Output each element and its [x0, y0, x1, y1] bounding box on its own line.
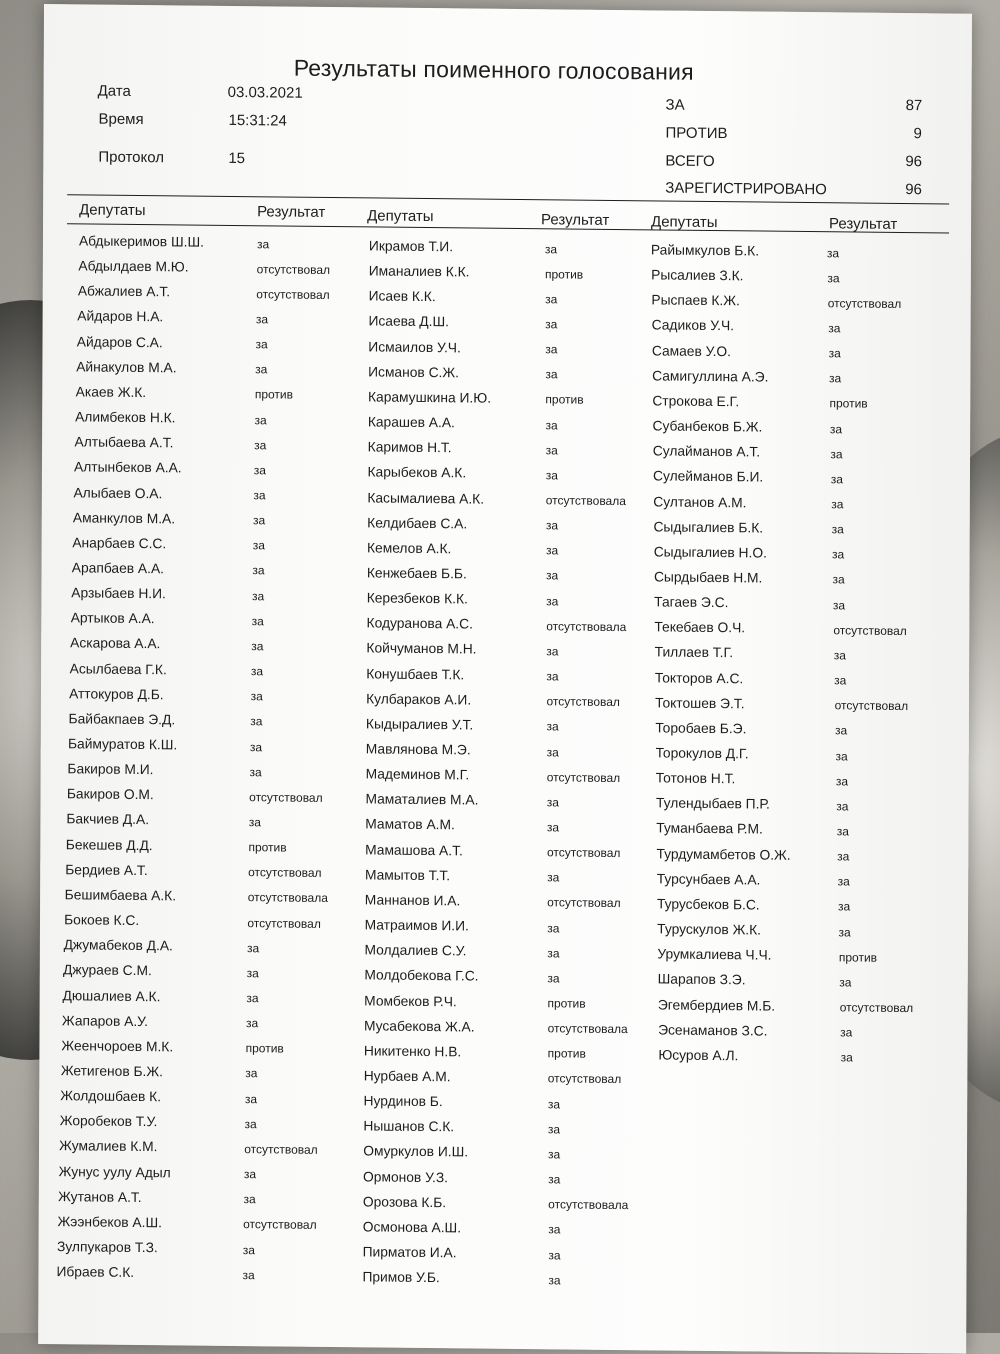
deputy-name: Конушбаев Т.К. [366, 665, 465, 682]
deputy-name: Кодуранова А.С. [366, 615, 473, 632]
deputy-name: Карыбеков А.К. [367, 464, 467, 481]
deputy-name: Кулбараков А.И. [366, 691, 472, 708]
vote-result: за [251, 613, 264, 629]
vote-result: против [254, 387, 294, 403]
col3-result-header: Результат [829, 215, 898, 233]
vote-result: за [826, 245, 840, 260]
deputy-name: Токтошев Э.Т. [655, 695, 745, 712]
deputy-name: Турускулов Ж.К. [657, 921, 762, 938]
deputy-name: Бакиров М.И. [67, 761, 154, 778]
deputy-name: Карашев А.А. [367, 414, 455, 431]
vote-result: за [835, 773, 849, 789]
deputy-name: Абдыкеримов Ш.Ш. [78, 233, 204, 250]
vote-result: против [838, 950, 878, 965]
vote-result: за [546, 719, 559, 734]
deputy-name: Сулейманов Б.И. [652, 468, 764, 485]
vote-result: отсутствовал [547, 1071, 622, 1087]
deputy-name: Тиллаев Т.Г. [654, 644, 734, 661]
deputy-name: Тулендыбаев П.Р. [656, 795, 770, 812]
deputy-name: Жеенчороев М.К. [61, 1037, 174, 1055]
vote-result: отсутствовал [834, 698, 909, 714]
total-value: 96 [905, 153, 923, 171]
deputy-name: Субанбеков Б.Ж. [652, 418, 763, 435]
vote-result: за [546, 820, 560, 835]
vote-result: против [245, 1041, 284, 1056]
vote-result: отсутствовал [248, 865, 322, 881]
vote-result: за [245, 1016, 259, 1031]
vote-result: за [243, 1192, 256, 1207]
deputy-name: Исманов С.Ж. [368, 364, 460, 381]
date-value: 03.03.2021 [227, 83, 303, 102]
deputy-name: Карамушкина И.Ю. [367, 389, 492, 406]
deputy-name: Ормонов У.З. [363, 1168, 449, 1185]
deputy-name: Сыдыгалиев Н.О. [653, 544, 767, 561]
deputy-name: Бокоев К.С. [64, 912, 140, 929]
deputy-name: Абжалиев А.Т. [77, 283, 171, 300]
deputy-name: Никитенко Н.В. [363, 1043, 462, 1060]
vote-result: против [248, 840, 287, 855]
deputy-name: Садиков У.Ч. [651, 317, 735, 334]
vote-result: за [250, 714, 263, 729]
time-label: Время [98, 110, 144, 129]
vote-result: за [242, 1242, 256, 1257]
vote-result: за [546, 744, 559, 759]
vote-result: за [244, 1091, 258, 1106]
deputy-name: Аттокуров Д.Б. [69, 685, 164, 702]
deputy-name: Нурбаев А.М. [363, 1068, 451, 1085]
deputy-name: Абдылдаев М.Ю. [78, 258, 189, 275]
vote-result: отсутствовал [256, 287, 330, 302]
vote-result: за [828, 346, 841, 361]
vote-result: отсутствовала [546, 619, 627, 634]
vote-result: за [548, 1272, 561, 1288]
deputy-name: Маматалиев М.А. [365, 791, 479, 808]
deputy-name: Юсуров А.Л. [658, 1047, 739, 1064]
deputy-name: Сулайманов А.Т. [652, 443, 761, 460]
deputy-name: Бекешев Д.Д. [65, 836, 153, 853]
vote-result: за [256, 236, 270, 251]
deputy-name: Пирматов И.А. [362, 1244, 457, 1261]
vote-result: за [829, 371, 842, 386]
deputy-name: Койчуманов М.Н. [366, 640, 477, 657]
registered-value: 96 [905, 181, 922, 199]
deputy-name: Аскарова А.А. [70, 635, 161, 652]
deputy-name: Кенжебаев Б.Б. [366, 565, 467, 582]
protocol-label: Протокол [98, 148, 165, 167]
vote-result: за [246, 965, 259, 981]
deputy-name: Эгембердиев М.Б. [657, 996, 776, 1014]
deputy-name: Жутанов А.Т. [58, 1188, 142, 1205]
vote-result: за [831, 522, 844, 537]
deputy-name: Самаев У.О. [651, 342, 732, 359]
deputy-name: Жумалиев К.М. [59, 1138, 158, 1155]
vote-result: за [546, 593, 559, 608]
col1-deputies-header: Депутаты [79, 201, 146, 220]
vote-result: за [828, 321, 841, 336]
col1-result-header: Результат [257, 203, 326, 221]
deputy-name: Исаева Д.Ш. [368, 313, 450, 330]
deputy-name: Момбеков Р.Ч. [364, 992, 457, 1009]
deputy-name: Омуркулов И.Ш. [363, 1143, 469, 1160]
vote-result: за [548, 1222, 561, 1237]
deputy-name: Жээнбеков А.Ш. [57, 1213, 163, 1231]
deputy-name: Байбакпаев Э.Д. [68, 711, 176, 728]
deputy-name: Сыдыгалиев Б.К. [653, 519, 764, 536]
vote-result: отсутствовал [244, 1141, 318, 1157]
vote-result: за [548, 1172, 561, 1187]
document-sheet [38, 4, 972, 1354]
vote-result: отсутствовал [547, 895, 621, 911]
deputy-name: Маннанов И.А. [364, 892, 461, 909]
document-title: Результаты поименного голосования [293, 54, 694, 85]
deputy-name: Тагаев Э.С. [654, 594, 729, 611]
registered-label: ЗАРЕГИСТРИРОВАНО [665, 179, 827, 199]
vote-result: за [545, 342, 558, 357]
vote-result: против [829, 396, 868, 412]
vote-result: за [835, 748, 848, 763]
deputy-name: Жетигенов Б.Ж. [60, 1063, 164, 1080]
vote-result: за [840, 1050, 853, 1065]
vote-result: за [248, 815, 262, 830]
vote-result: за [839, 975, 852, 990]
vote-result: за [838, 924, 851, 940]
vote-result: отсутствовал [247, 915, 321, 931]
col2-result-header: Результат [541, 211, 610, 229]
vote-result: за [545, 518, 559, 533]
deputy-name: Жолдошбаев К. [60, 1088, 162, 1105]
vote-result: за [254, 412, 267, 427]
vote-result: за [547, 945, 560, 961]
deputy-name: Жунус уулу Адыл [58, 1163, 171, 1180]
vote-result: отсутствовал [243, 1217, 317, 1233]
vote-result: отсутствовал [546, 769, 621, 785]
vote-result: за [831, 497, 844, 512]
vote-result: за [546, 568, 559, 583]
vote-result: за [249, 764, 262, 779]
col2-deputies-header: Депутаты [367, 207, 434, 226]
vote-result: за [546, 669, 559, 684]
deputy-name: Бакчиев Д.А. [66, 811, 150, 828]
deputy-name: Турусбеков Б.С. [656, 896, 760, 913]
against-label: ПРОТИВ [665, 124, 728, 143]
deputy-name: Анарбаев С.С. [72, 535, 167, 552]
deputy-name: Джумабеков Д.А. [63, 937, 173, 954]
vote-result: отсутствовал [546, 845, 621, 861]
vote-result: за [545, 317, 558, 332]
vote-result: против [545, 392, 584, 408]
for-label: ЗА [665, 96, 685, 114]
protocol-value: 15 [228, 149, 246, 168]
deputy-name: Каримов Н.Т. [367, 439, 452, 456]
deputy-name: Турсунбаев А.А. [656, 871, 761, 888]
vote-result: отсутствовал [256, 261, 331, 277]
vote-result: за [547, 1147, 561, 1162]
deputy-name: Керезбеков К.К. [366, 590, 468, 607]
vote-result: за [547, 920, 560, 935]
col3-deputies-header: Депутаты [651, 213, 718, 232]
vote-result: за [545, 292, 558, 307]
for-value: 87 [905, 97, 923, 115]
vote-result: за [253, 488, 266, 503]
deputy-name: Баймуратов К.Ш. [67, 736, 178, 753]
vote-result: за [837, 874, 850, 889]
vote-result: за [251, 588, 265, 603]
vote-result: за [830, 446, 843, 462]
deputy-name: Мавлянова М.Э. [365, 741, 471, 758]
deputy-name: Алыбаев О.А. [73, 484, 163, 501]
vote-result: отсутствовал [827, 296, 902, 311]
vote-result: отсутствовал [249, 789, 323, 805]
deputy-name: Рысалиев З.К. [651, 267, 744, 284]
deputy-name: Жоробеков Т.У. [59, 1113, 158, 1130]
deputy-name: Артыков А.А. [70, 610, 155, 627]
vote-result: за [246, 991, 259, 1006]
vote-result: за [546, 644, 559, 659]
vote-result: за [546, 795, 560, 810]
deputy-name: Арзыбаев Н.И. [71, 585, 166, 602]
deputy-name: Кемелов А.К. [367, 540, 452, 557]
vote-result: за [249, 739, 263, 754]
deputy-name: Туманбаева Р.М. [656, 820, 763, 837]
deputy-name: Акаев Ж.К. [75, 384, 147, 400]
deputy-name: Нурдинов Б. [363, 1093, 443, 1110]
vote-result: за [243, 1167, 257, 1182]
deputy-name: Сырдыбаев Н.М. [653, 569, 763, 586]
deputy-name: Осмонова А.Ш. [362, 1219, 462, 1236]
vote-result: за [250, 664, 264, 679]
vote-result: за [834, 673, 847, 688]
vote-result: за [544, 241, 558, 256]
vote-result: за [545, 417, 558, 432]
total-label: ВСЕГО [665, 152, 715, 171]
deputy-name: Касымалиева А.К. [367, 489, 485, 507]
deputy-name: Айнакулов М.А. [76, 359, 177, 376]
vote-result: за [836, 824, 849, 839]
vote-result: против [544, 266, 584, 282]
date-label: Дата [97, 82, 131, 100]
deputy-name: Орозова К.Б. [362, 1194, 447, 1210]
vote-result: за [545, 543, 559, 558]
deputy-name: Урумкалиева Ч.Ч. [657, 946, 772, 963]
against-value: 9 [913, 125, 922, 143]
vote-result: за [837, 899, 851, 914]
deputy-name: Бешимбаева А.К. [64, 887, 177, 904]
deputy-name: Зулпукаров Т.З. [56, 1239, 158, 1256]
vote-result: за [832, 547, 845, 562]
deputy-name: Торокулов Д.Г. [655, 745, 749, 762]
vote-result: за [545, 442, 558, 458]
deputy-name: Икрамов Т.И. [368, 238, 454, 255]
vote-result: за [548, 1247, 561, 1262]
deputy-name: Алимбеков Н.К. [75, 409, 176, 426]
deputy-name: Турдумамбетов О.Ж. [656, 846, 791, 863]
vote-result: отсутствовала [247, 890, 328, 906]
deputy-name: Молдалиев С.У. [364, 942, 467, 959]
vote-result: за [547, 870, 560, 885]
vote-result: за [547, 971, 560, 986]
deputy-name: Самигуллина А.Э. [652, 368, 769, 385]
deputy-name: Айдаров С.А. [76, 333, 163, 350]
deputy-name: Ибраев С.К. [56, 1264, 135, 1281]
deputy-name: Эсенаманов З.С. [658, 1022, 768, 1039]
deputy-name: Аманкулов М.А. [72, 509, 176, 527]
vote-result: за [545, 468, 558, 483]
deputy-name: Текебаев О.Ч. [654, 619, 746, 636]
vote-result: за [833, 648, 846, 663]
deputy-name: Иманалиев К.К. [368, 263, 470, 280]
vote-result: за [254, 437, 267, 453]
deputy-name: Мусабекова Ж.А. [364, 1018, 475, 1035]
vote-result: за [836, 799, 849, 814]
vote-result: за [244, 1116, 257, 1131]
vote-result: за [840, 1025, 853, 1040]
vote-result: за [837, 849, 850, 864]
vote-result: за [251, 639, 264, 654]
header-bottom-rule [67, 223, 949, 233]
vote-result: отсутствовал [833, 623, 907, 638]
vote-result: за [835, 723, 848, 738]
vote-result: за [827, 270, 840, 285]
deputy-name: Дюшалиев А.К. [62, 987, 161, 1004]
vote-result: за [829, 421, 843, 436]
vote-result: за [255, 337, 268, 352]
vote-result: отсутствовала [545, 493, 626, 509]
vote-result: за [252, 563, 265, 578]
deputy-name: Алтынбеков А.А. [73, 459, 182, 476]
vote-result: за [545, 367, 558, 382]
vote-result: отсутствовала [548, 1197, 629, 1213]
deputy-name: Арапбаев А.А. [71, 560, 165, 577]
vote-result: за [255, 312, 269, 327]
deputy-name: Молдобекова Г.С. [364, 967, 479, 984]
deputy-name: Тотонов Н.Т. [655, 770, 736, 787]
deputy-name: Маматов А.М. [365, 816, 455, 833]
deputy-name: Шарапов З.Э. [657, 971, 746, 988]
vote-result: за [255, 362, 268, 377]
deputy-name: Жапаров А.У. [61, 1012, 149, 1029]
vote-result: за [252, 538, 265, 553]
deputy-name: Торобаев Б.Э. [655, 720, 747, 737]
deputy-name: Айдаров Н.А. [77, 308, 164, 325]
deputy-name: Райымкулов Б.К. [650, 242, 760, 259]
deputy-name: Бердиев А.Т. [65, 861, 148, 878]
vote-result: за [253, 463, 266, 478]
deputy-name: Строкова Е.Г. [652, 393, 740, 410]
vote-result: отсутствовала [547, 1021, 628, 1037]
vote-result: отсутствовал [546, 694, 620, 710]
deputy-name: Исмаилов У.Ч. [368, 338, 461, 355]
deputy-name: Кыдыралиев У.Т. [365, 716, 474, 733]
deputy-name: Мамашова А.Т. [365, 841, 463, 858]
vote-result: отсутствовал [839, 1000, 914, 1016]
vote-result: за [253, 513, 266, 528]
deputy-name: Нышанов С.К. [363, 1118, 455, 1135]
vote-result: за [245, 1066, 258, 1081]
deputy-name: Асылбаева Г.К. [69, 660, 167, 677]
time-value: 15:31:24 [228, 111, 287, 130]
vote-result: за [830, 472, 844, 487]
vote-result: за [242, 1267, 255, 1282]
deputy-name: Матраимов И.И. [364, 917, 469, 934]
deputy-name: Исаев К.К. [368, 288, 436, 305]
deputy-name: Алтыбаева А.Т. [74, 434, 174, 451]
deputy-name: Бакиров О.М. [66, 786, 154, 803]
vote-result: против [547, 1046, 586, 1061]
deputy-name: Султанов А.М. [653, 493, 747, 510]
deputy-name: Мадеминов М.Г. [365, 766, 470, 783]
vote-result: за [832, 572, 845, 587]
deputy-name: Рыспаев К.Ж. [651, 292, 740, 309]
deputy-name: Мамытов Т.Т. [364, 867, 451, 884]
deputy-name: Келдибаев С.А. [367, 515, 468, 532]
vote-result: за [547, 1096, 561, 1112]
deputy-name: Джураев С.М. [63, 962, 152, 979]
vote-result: за [250, 689, 263, 704]
vote-result: за [832, 597, 846, 612]
deputy-name: Токторов А.С. [654, 669, 744, 686]
vote-result: против [547, 996, 586, 1011]
deputy-name: Примов У.Б. [362, 1269, 440, 1286]
vote-result: за [247, 940, 260, 955]
vote-result: за [547, 1122, 561, 1137]
